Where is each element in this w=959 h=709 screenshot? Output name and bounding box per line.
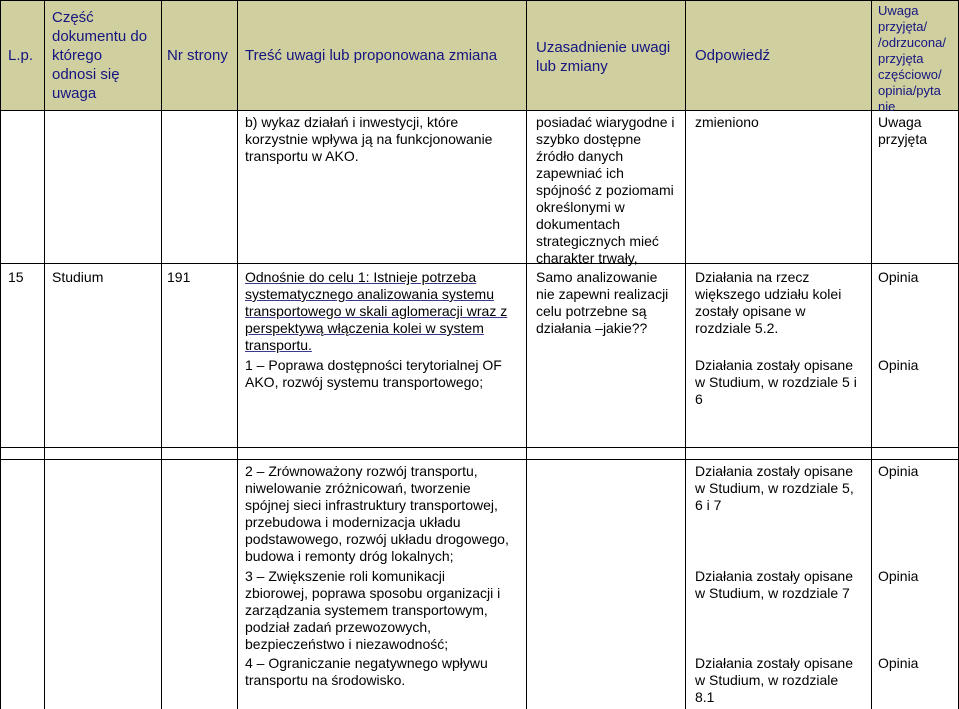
page-divider [0, 459, 959, 460]
column-divider [237, 0, 238, 709]
header-odpowiedz: Odpowiedź [695, 47, 771, 64]
header-lp: L.p. [8, 47, 34, 64]
row-15-uzasadnienie: Samo analizowanie nie zapewni realizacji celu potrzebne są działania –jakie?? [536, 269, 669, 336]
row-15-odpowiedz-kolej: Działania na rzecz większego udziału kolei zostały opisane w rozdziale 5.2. [695, 269, 842, 336]
row-15-odpowiedz-cel-4: Działania zostały opisane w Studium, w rozdziale 8.1 [695, 655, 853, 705]
row-15-nr-strony: 191 [167, 269, 191, 285]
row-prev-tresc: b) wykaz działań i inwestycji, które korzystnie wpływa ją na funkcjonowanie transportu w AKO. [245, 114, 493, 164]
table-border-left [0, 0, 1, 709]
header-nr-strony: Nr strony [167, 47, 228, 64]
column-divider [871, 0, 872, 709]
row-prev-odpowiedz: zmieniono [695, 114, 759, 130]
row-15-odpowiedz-cel-1: Działania zostały opisane w Studium, w rozdziale 5 i 6 [695, 357, 857, 407]
row-15-status-5: Opinia [878, 655, 919, 671]
column-divider [526, 0, 527, 709]
column-divider [685, 0, 686, 709]
row-15-status-3: Opinia [878, 463, 919, 479]
row-15-czesc: Studium [52, 269, 104, 285]
header-tresc-uwagi: Treść uwagi lub proponowana zmiana [245, 47, 498, 64]
table-border-top [0, 0, 959, 1]
row-15-status-1: Opinia [878, 269, 919, 285]
row-15-odpowiedz-cel-2: Działania zostały opisane w Studium, w rozdziale 5, 6 i 7 [695, 463, 854, 513]
row-15-tresc-cel-2: 2 – Zrównoważony rozwój transportu, niwelowanie zróżnicowań, tworzenie spójnej sieci infrastruktury transportowej, przebudowa i modernizacja układu podstawowego, rozwój układu drogowego, budowa i remonty dróg lokalnych; [245, 463, 509, 564]
row-15-odpowiedz-cel-3: Działania zostały opisane w Studium, w rozdziale 7 [695, 568, 853, 601]
row-divider [0, 263, 959, 264]
column-divider [44, 0, 45, 709]
row-15-tresc-cel-1: 1 – Poprawa dostępności terytorialnej OF AKO, rozwój systemu transportowego; [245, 357, 502, 390]
row-15-status-4: Opinia [878, 568, 919, 584]
row-15-tresc-cel-3: 3 – Zwiększenie roli komunikacji zbiorowej, poprawa sposobu organizacji i zarządzania systemem transportowym, podział zadań przewozowych, bezpieczeństwo i niezawodność; [245, 568, 501, 652]
row-15-tresc-odnosnie: Odnośnie do celu 1: Istnieje potrzeba systematycznego analizowania systemu transportowego w skali aglomeracji wraz z perspektywą włączenia kolei w system transportu. [245, 269, 508, 353]
row-15-lp: 15 [8, 269, 24, 285]
row-prev-status: Uwaga przyjęta [878, 114, 928, 147]
page-divider [0, 447, 959, 448]
row-prev-uzasadnienie: posiadać wiarygodne i szybko dostępne źródło danych zapewniać ich spójność z poziomami określonymi w dokumentach strategicznych mieć charakter trwały, [536, 114, 675, 266]
header-status-uwagi: Uwaga przyjęta/ /odrzucona/ przyjęta częściowo/ opinia/pyta nie [878, 3, 946, 114]
column-divider [161, 0, 162, 709]
header-divider [0, 110, 959, 111]
row-15-tresc-cel-4: 4 – Ograniczanie negatywnego wpływu transportu na środowisko. [245, 655, 488, 688]
row-15-status-2: Opinia [878, 357, 919, 373]
header-czesc-dokumentu: Część dokumentu do którego odnosi się uwaga [52, 9, 148, 102]
header-uzasadnienie: Uzasadnienie uwagi lub zmiany [536, 39, 671, 75]
